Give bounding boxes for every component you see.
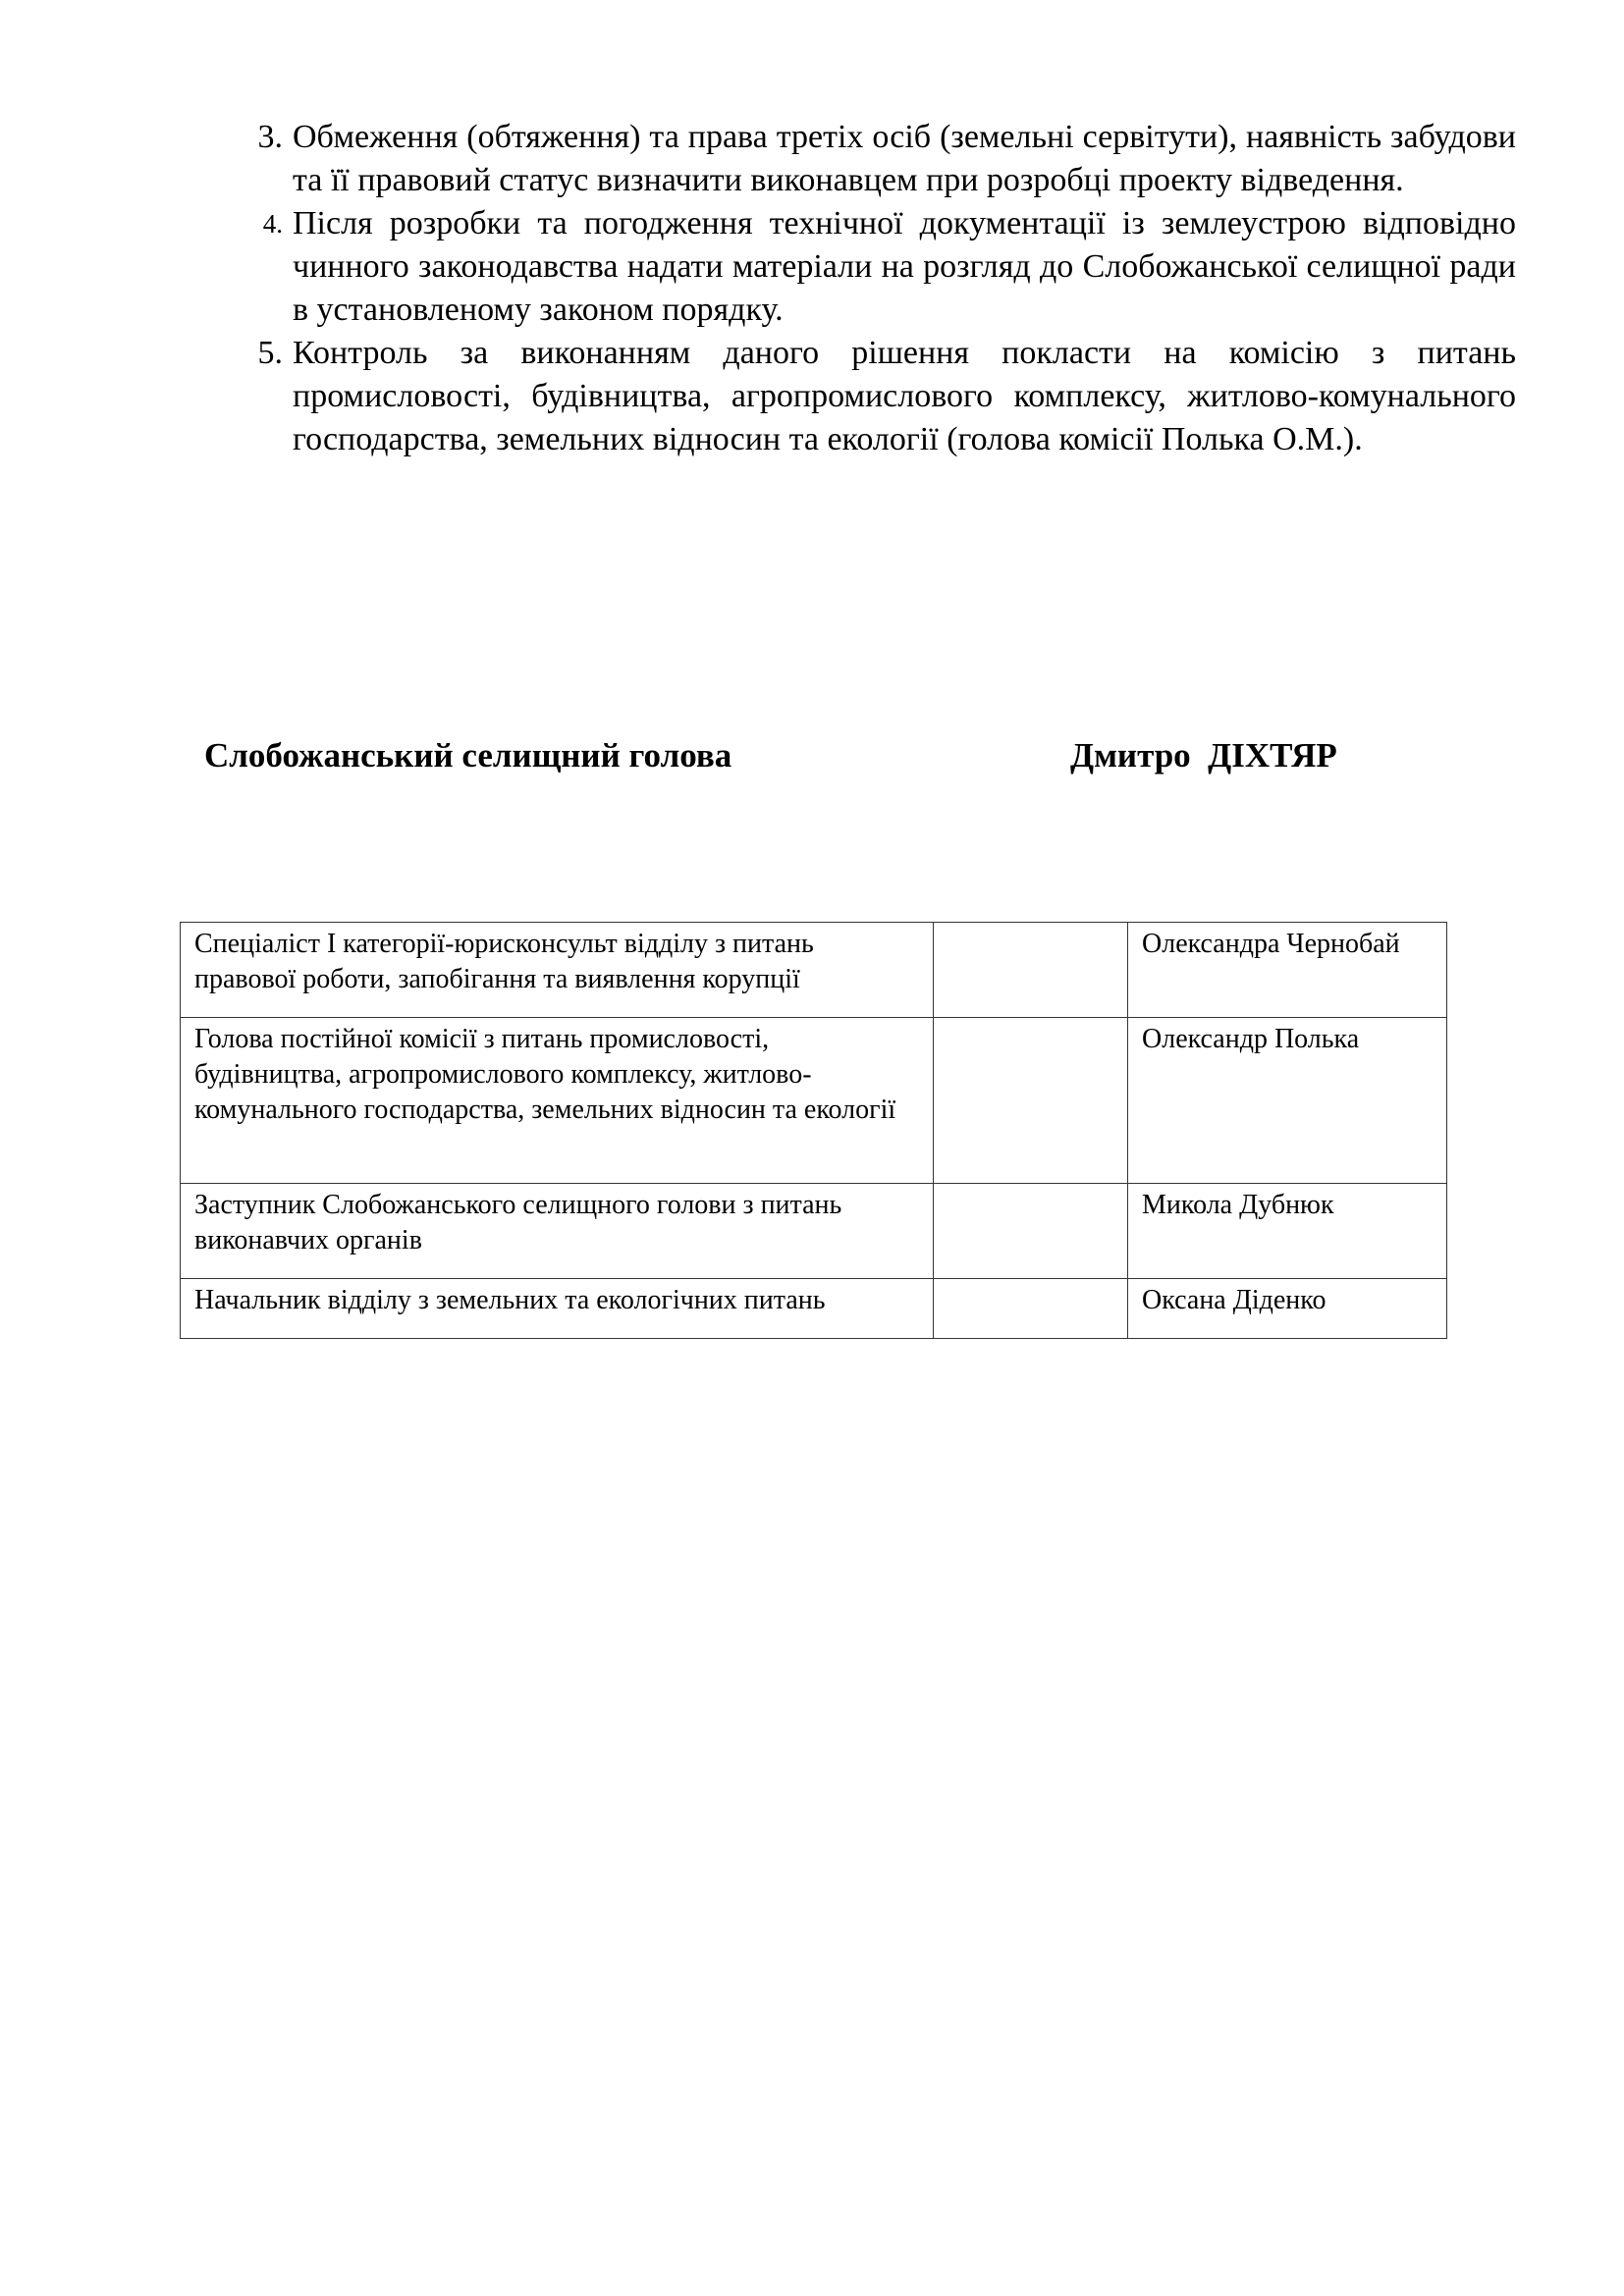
signatory-position: Слобожанський селищний голова bbox=[204, 736, 732, 774]
list-item-text: Контроль за виконанням даного рішення покласти на комісію з питань промисловості, будівництва, агропромислового комплексу, житлово-комунального господарства, земельних відносин та екології (голова комісії Полька О.М.). bbox=[293, 335, 1516, 457]
table-row bbox=[181, 923, 1447, 1018]
approver-position: Спеціаліст І категорії-юрисконсульт відділу з питань правової роботи, запобігання та виявлення корупції bbox=[181, 923, 934, 1018]
list-item bbox=[0, 202, 1624, 332]
table-row bbox=[181, 1279, 1447, 1339]
approver-signature-cell bbox=[934, 1184, 1128, 1279]
approver-name: Микола Дубнюк bbox=[1128, 1184, 1447, 1279]
approval-table bbox=[180, 922, 1447, 1339]
list-item-text: Після розробки та погодження технічної документації із землеустрою відповідно чинного законодавства надати матеріали на розгляд до Слобожанської селищної ради в установленому законом порядку. bbox=[293, 205, 1516, 328]
signatory-name: Дмитро ДІХТЯР bbox=[1070, 736, 1337, 774]
list-item bbox=[0, 116, 1624, 202]
approver-signature-cell bbox=[934, 1279, 1128, 1339]
table-row bbox=[181, 1184, 1447, 1279]
approver-signature-cell bbox=[934, 1018, 1128, 1184]
list-item-text: Обмеження (обтяження) та права третіх осіб (земельні сервітути), наявність забудови та її правовий статус визначити виконавцем при розробці проекту відведення. bbox=[293, 119, 1516, 198]
approver-signature-cell bbox=[934, 923, 1128, 1018]
list-item bbox=[0, 332, 1624, 461]
approver-name: Олександр Полька bbox=[1128, 1018, 1447, 1184]
numbered-list bbox=[0, 116, 1624, 461]
approver-name: Олександра Чернобай bbox=[1128, 923, 1447, 1018]
table-row bbox=[181, 1018, 1447, 1184]
list-item-number: 4. bbox=[262, 209, 283, 239]
approver-position: Заступник Слобожанського селищного голови з питань виконавчих органів bbox=[181, 1184, 934, 1279]
list-item-number: 3. bbox=[257, 119, 283, 155]
list-item-number: 5. bbox=[257, 335, 283, 371]
approver-position: Голова постійної комісії з питань промисловості, будівництва, агропромислового комплексу, житлово-комунального господарства, земельних відносин та екології bbox=[181, 1018, 934, 1184]
approver-position: Начальник відділу з земельних та екологічних питань bbox=[181, 1279, 934, 1339]
approver-name: Оксана Діденко bbox=[1128, 1279, 1447, 1339]
